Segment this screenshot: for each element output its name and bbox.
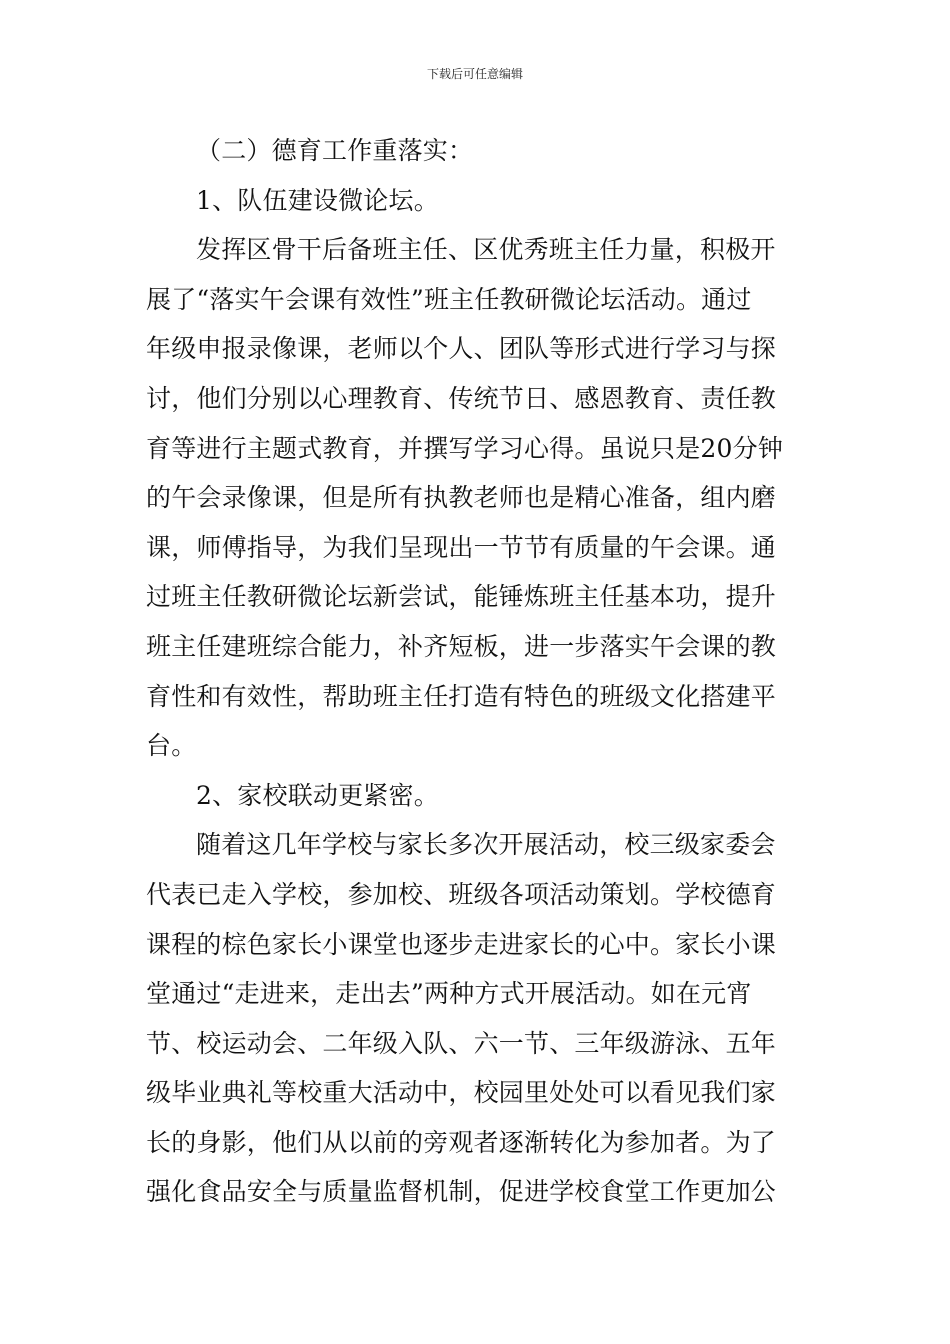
subheading-2: 2、家校联动更紧密。 bbox=[196, 780, 439, 810]
paragraph-2-line: 长的身影，他们从以前的旁观者逐渐转化为参加者。为了 bbox=[146, 1127, 777, 1157]
section-heading: （二）德育工作重落实： bbox=[196, 136, 474, 165]
subheading-1: 1、队伍建设微论坛。 bbox=[196, 185, 439, 215]
paragraph-2-line: 节、校运动会、二年级入队、六一节、三年级游泳、五年 bbox=[146, 1028, 777, 1058]
paragraph-1-line: 发挥区骨干后备班主任、区优秀班主任力量，积极开 bbox=[196, 235, 776, 265]
paragraph-1-line: 年级申报录像课，老师以个人、团队等形式进行学习与探 bbox=[146, 334, 777, 364]
paragraph-1-line: 班主任建班综合能力，补齐短板，进一步落实午会课的教 bbox=[146, 631, 777, 661]
paragraph-1-line: 过班主任教研微论坛新尝试，能锤炼班主任基本功，提升 bbox=[146, 582, 777, 612]
paragraph-1-line: 育性和有效性，帮助班主任打造有特色的班级文化搭建平 bbox=[146, 681, 777, 711]
page-header: 下载后可任意编辑 bbox=[426, 67, 523, 81]
paragraph-1-line: 的午会录像课，但是所有执教老师也是精心准备，组内磨 bbox=[146, 483, 777, 513]
paragraph-2-line: 课程的棕色家长小课堂也逐步走进家长的心中。家长小课 bbox=[146, 929, 777, 959]
paragraph-1-line: 讨，他们分别以心理教育、传统节日、感恩教育、责任教 bbox=[146, 383, 777, 413]
paragraph-2-line: 级毕业典礼等校重大活动中，校园里处处可以看见我们家 bbox=[146, 1078, 777, 1108]
paragraph-1-line: 展了“落实午会课有效性”班主任教研微论坛活动。通过 bbox=[146, 284, 752, 314]
paragraph-1-line: 课，师傅指导，为我们呈现出一节节有质量的午会课。通 bbox=[146, 532, 777, 562]
paragraph-2-line: 强化食品安全与质量监督机制，促进学校食堂工作更加公 bbox=[146, 1177, 777, 1207]
document-body bbox=[146, 126, 806, 1217]
paragraph-2-line: 随着这几年学校与家长多次开展活动，校三级家委会 bbox=[196, 830, 776, 860]
paragraph-1-line: 台。 bbox=[146, 731, 197, 761]
paragraph-2-line: 堂通过“走进来，走出去”两种方式开展活动。如在元宵 bbox=[146, 979, 752, 1009]
paragraph-2-line: 代表已走入学校，参加校、班级各项活动策划。学校德育 bbox=[146, 879, 777, 909]
paragraph-1-line: 育等进行主题式教育，并撰写学习心得。虽说只是20分钟 bbox=[146, 433, 784, 463]
